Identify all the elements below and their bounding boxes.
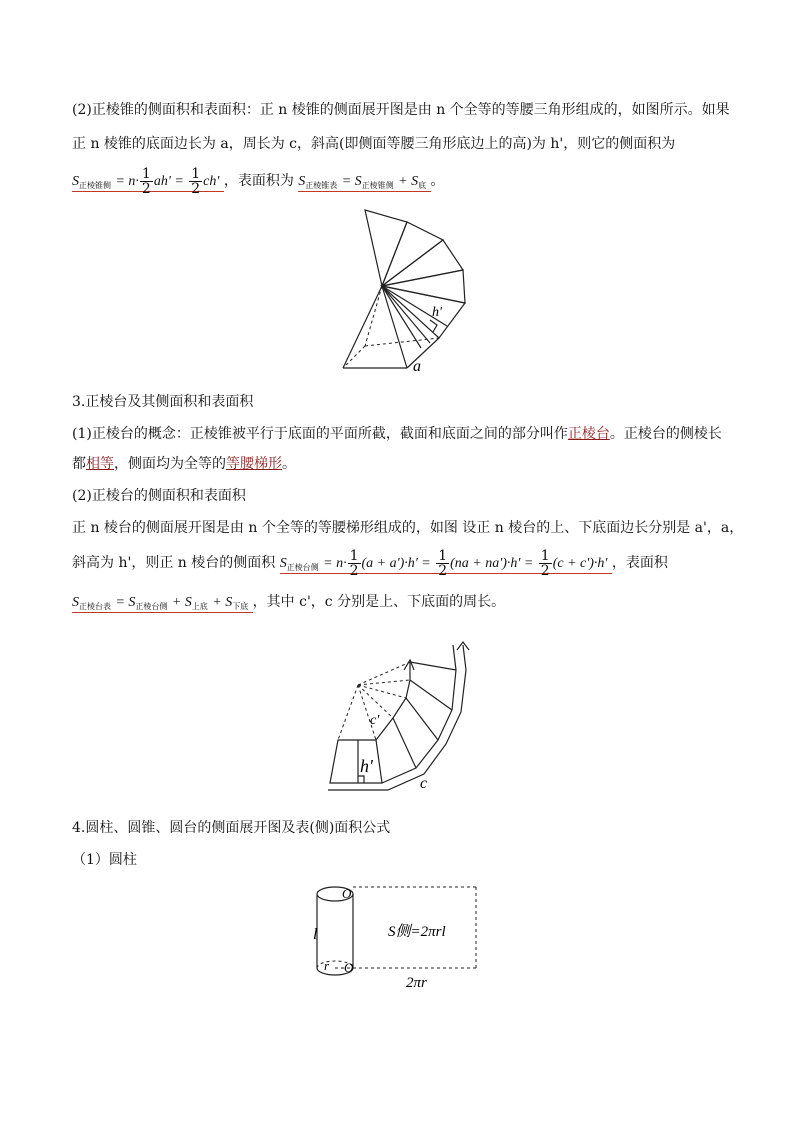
paragraph-line: 正 n 棱台的侧面展开图是由 n 个全等的等腰梯形组成的，如图 设正 n 棱台的上、下底面边长分别是 a'，a， — [72, 520, 744, 536]
fraction: $\frac{1}{2}$ — [438, 547, 448, 579]
paragraph-line: (2)正棱锥的侧面积和表面积：正 n 棱锥的侧面展开图是由 n 个全等的等腰三角形组成的，如图所示。如果 — [72, 102, 730, 118]
paragraph-line: 正 n 棱锥的底面边长为 a，周长为 c，斜高(即侧面等腰三角形底边上的高)为 h'，则它的侧面积为 — [72, 136, 676, 152]
subsection-title: （1）圆柱 — [72, 852, 137, 868]
label-c-prime: c' — [370, 713, 380, 728]
formula-line: $S_{正棱台表} = S_{正棱台侧} + S_{上底} + S_{下底}$ ，其中 c'，c 分别是上、下底面的周长。 — [72, 594, 506, 611]
pyramid-net-figure — [335, 208, 535, 378]
fraction: $\frac{1}{2}$ — [540, 547, 550, 579]
paragraph-line: (2)正棱台的侧面积和表面积 — [72, 488, 246, 504]
label-lateral-area: S侧=2πrl — [388, 924, 446, 940]
section-title: 4.圆柱、圆锥、圆台的侧面展开图及表(侧)面积公式 — [72, 820, 391, 836]
frustum-total-formula: $S_{正棱台表} = S_{正棱台侧} + S_{上底} + S_{下底}$ — [72, 594, 253, 613]
keyword-link: 等腰梯形 — [226, 456, 282, 472]
formula-line: $S_{正棱锥侧} = n\cdot$ $\frac{1}{2}$ ah' = $\frac{1}{2}$ ch' ，表面积为 $S_{正棱锥表} = S_{正棱锥侧} + S_底$ 。 — [72, 165, 445, 197]
fraction: $\frac{1}{2}$ — [191, 165, 201, 197]
formula-line: 斜高为 h'，则正 n 棱台的侧面积 $S_{正棱台侧} = n\cdot$ $\frac{1}{2}$ (a + a')·h' = $\frac{1}{2}$ (na + na')·h' = $\frac{1}{2}$ (c + c')·h' ，表面积 — [72, 547, 668, 579]
cylinder-figure — [308, 884, 488, 994]
frustum-net-figure — [318, 640, 478, 800]
label-2pi-r: 2πr — [406, 975, 427, 991]
paragraph-line: 都相等，侧面均为全等的等腰梯形。 — [72, 456, 296, 472]
label-o-top: O — [342, 886, 352, 901]
keyword-link: 正棱台 — [567, 426, 610, 442]
label-h: h' — [432, 305, 442, 320]
frustum-lateral-formula: $S_{正棱台侧} = n\cdot$ $\frac{1}{2}$ (a + a')·h' = $\frac{1}{2}$ (na + na')·h' = $\frac{1}{2}$ (c + c')·h' — [280, 555, 612, 574]
label-c: c — [420, 775, 428, 792]
keyword-link: 相等 — [86, 456, 114, 472]
label-l: l — [313, 926, 318, 943]
paragraph-line: (1)正棱台的概念：正棱锥被平行于底面的平面所截，截面和底面之间的部分叫作正棱台。正棱台的侧棱长 — [72, 426, 722, 442]
section-title: 3.正棱台及其侧面积和表面积 — [72, 394, 254, 410]
label-a: a — [413, 358, 421, 375]
label-o-bottom: O — [344, 960, 354, 975]
fraction: $\frac{1}{2}$ — [349, 547, 359, 579]
lateral-area-formula: $S_{正棱锥侧} = n\cdot$ $\frac{1}{2}$ ah' = $\frac{1}{2}$ ch' — [72, 173, 224, 192]
total-area-formula: $S_{正棱锥表} = S_{正棱锥侧} + S_底$ — [298, 173, 430, 192]
label-r: r — [324, 958, 330, 973]
label-h: h' — [360, 756, 373, 776]
fraction: $\frac{1}{2}$ — [141, 165, 151, 197]
